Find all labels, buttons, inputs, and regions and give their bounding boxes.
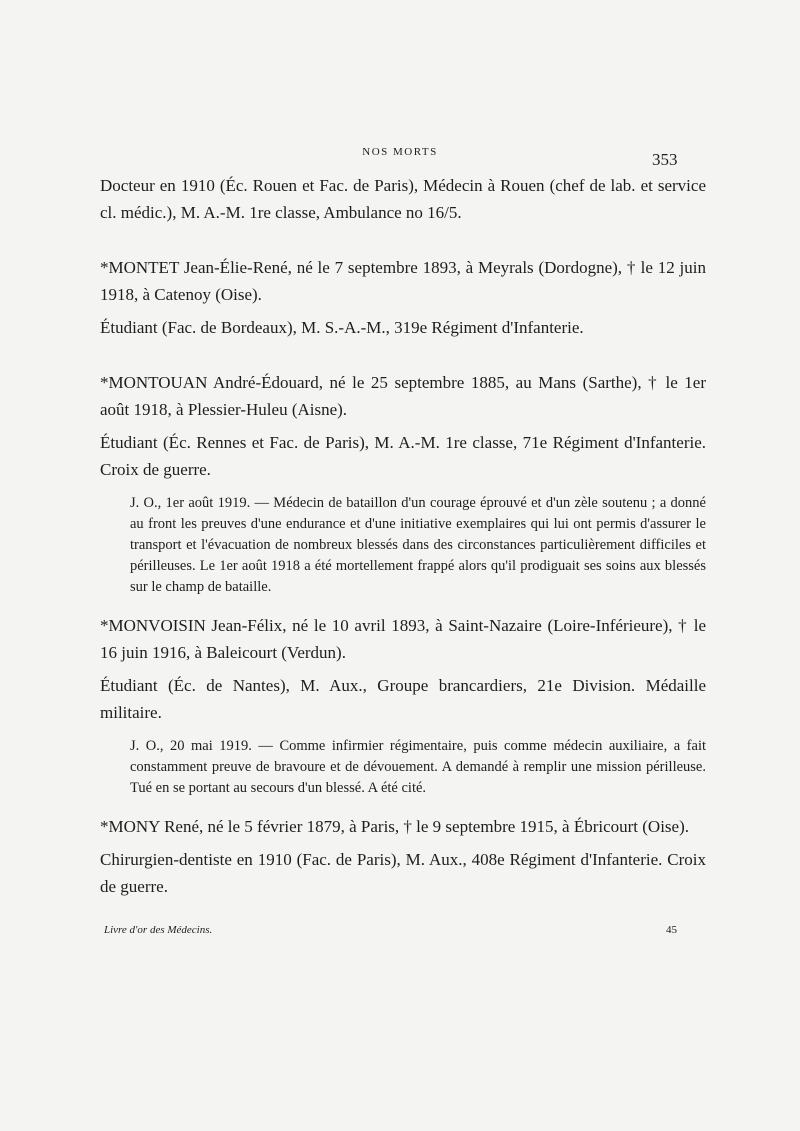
entry-citation: J. O., 20 mai 1919. — Comme infirmier régimentaire, puis comme médecin auxiliaire, a fait constamment preuve de bravoure et de dévouement. A demandé à remplir une mission périlleuse. Tué en se portant au secours d'un blessé. A été cité. <box>130 738 706 796</box>
entry-heading: *MONTET Jean-Élie-René, né le 7 septembre 1893, à Meyrals (Dordogne), † le 12 juin 1918, à Catenoy (Oise). <box>100 258 706 304</box>
entry-paragraph: Docteur en 1910 (Éc. Rouen et Fac. de Paris), Médecin à Rouen (chef de lab. et service cl. médic.), M. A.-M. 1re classe, Ambulance no 16/5. <box>100 176 706 222</box>
entry-monvoisin <box>100 612 706 799</box>
page-body <box>100 172 706 900</box>
running-head: NOS MORTS <box>362 146 438 158</box>
entry-citation: J. O., 1er août 1919. — Médecin de bataillon d'un courage éprouvé et d'un zèle soutenu ; a donné au front les preuves d'une endurance et d'une initiative exemplaires qui lui ont permis d'assurer le transport et l'évacuation de nombreux blessés dans des circonstances particulièrement difficiles et périlleuses. Le 1er août 1918 a été mortellement frappé alors qu'il prodiguait ses soins aux blessés sur le champ de bataille. <box>130 495 706 595</box>
entry-continuation <box>100 172 706 226</box>
entry-paragraph: Chirurgien-dentiste en 1910 (Fac. de Paris), M. Aux., 408e Régiment d'Infanterie. Croix de guerre. <box>100 850 706 896</box>
footer-signature-mark: 45 <box>666 924 677 936</box>
entry-paragraph: Étudiant (Fac. de Bordeaux), M. S.-A.-M., 319e Régiment d'Infanterie. <box>100 318 584 337</box>
entry-mony <box>100 813 706 900</box>
entry-montet <box>100 254 706 341</box>
entry-heading: *MONVOISIN Jean-Félix, né le 10 avril 1893, à Saint-Nazaire (Loire-Inférieure), † le 16 juin 1916, à Baleicourt (Verdun). <box>100 616 706 662</box>
entry-paragraph: Étudiant (Éc. de Nantes), M. Aux., Groupe brancardiers, 21e Division. Médaille militaire. <box>100 676 706 722</box>
page-number: 353 <box>652 150 678 169</box>
footer-book-title: Livre d'or des Médecins. <box>104 924 213 936</box>
entry-heading: *MONY René, né le 5 février 1879, à Paris, † le 9 septembre 1915, à Ébricourt (Oise). <box>100 817 690 836</box>
entry-paragraph: Étudiant (Éc. Rennes et Fac. de Paris), M. A.-M. 1re classe, 71e Régiment d'Infanterie. Croix de guerre. <box>100 433 706 479</box>
entry-heading: *MONTOUAN André-Édouard, né le 25 septembre 1885, au Mans (Sarthe), † le 1er août 1918, à Plessier-Huleu (Aisne). <box>100 373 706 419</box>
entry-montouan <box>100 369 706 598</box>
